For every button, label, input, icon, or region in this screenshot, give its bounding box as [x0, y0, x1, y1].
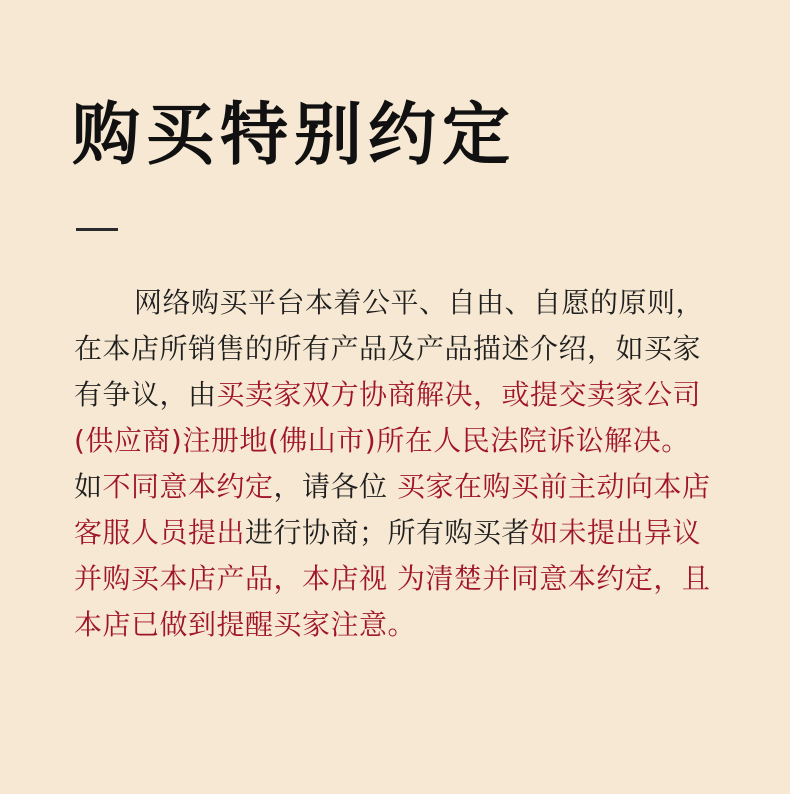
paragraph-line: [74, 602, 734, 648]
emphasis-text: 并购买本店产品，本店视 为清楚并同意本约定，且: [74, 562, 711, 595]
paragraph-line: [74, 510, 734, 556]
text-segment: 网络购买平台本着公平、自由、自愿的原则，: [134, 286, 705, 319]
emphasis-text: 本店已做到提醒买家注意。: [74, 608, 417, 641]
paragraph-line: [74, 418, 734, 464]
emphasis-text: 如未提出异议: [530, 516, 702, 549]
emphasis-text: 客服人员提出: [74, 516, 246, 549]
paragraph-line: [74, 372, 734, 418]
agreement-text: [74, 280, 734, 648]
emphasis-text: 买家在购买前主动向本店: [396, 470, 711, 503]
text-segment: 如: [74, 470, 103, 503]
text-segment: ，请各位: [273, 470, 397, 503]
page-title: 购买特别约定: [72, 96, 517, 175]
paragraph-line: [74, 280, 734, 326]
paragraph-line: [74, 326, 734, 372]
text-segment: 有争议，由: [74, 378, 217, 411]
emphasis-text: 买卖家双方协商解决，或提交卖家公司: [216, 378, 702, 411]
text-segment: 进行协商；所有购买者: [245, 516, 531, 549]
emphasis-text: 不同意本约定: [102, 470, 274, 503]
title-divider: [76, 228, 118, 231]
emphasis-text: (供应商)注册地(佛山市)所在人民法院诉讼解决。: [74, 424, 690, 457]
agreement-paragraph: [74, 280, 734, 648]
paragraph-line: [74, 556, 734, 602]
paragraph-line: [74, 464, 734, 510]
text-segment: 在本店所销售的所有产品及产品描述介绍，如买家: [74, 332, 702, 365]
